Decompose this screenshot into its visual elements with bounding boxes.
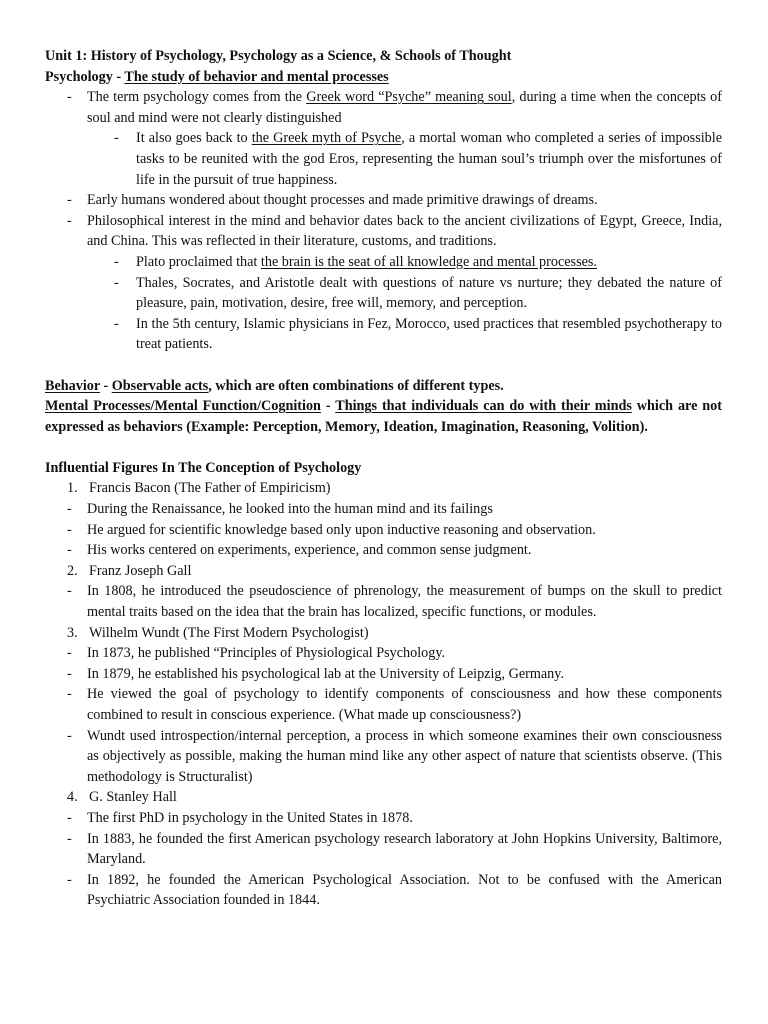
spacer (45, 437, 722, 458)
bullet-dash: - (67, 686, 72, 703)
sub-bullet-item: - It also goes back to the Greek myth of Psyche, a mortal woman who completed a series of impossible tasks to be reunited with the god Eros, representing the human soul’s triumph over the misfortunes of life in the pursuit of true happiness. (114, 130, 722, 188)
bullet-item: - Philosophical interest in the mind and behavior dates back to the ancient civilizations of Egypt, Greece, India, and China. This was reflected in their literature, customs, and traditions. (67, 212, 722, 250)
bullet-item: - In 1808, he introduced the pseudoscience of phrenology, the measurement of bumps on the skull to predict mental traits based on the idea that the brain has localized, specific functions, or modules. (67, 583, 722, 621)
psychology-definition-line: Psychology - The study of behavior and mental processes (45, 68, 389, 85)
sub-bullet-item: - Thales, Socrates, and Aristotle dealt with questions of nature vs nurture; they debated the nature of pleasure, pain, motivation, desire, free will, memory, and perception. (114, 274, 722, 312)
bullet-dash: - (67, 583, 72, 600)
bullet-dash: - (67, 212, 72, 229)
bullet-item: - In 1883, he founded the first American psychology research laboratory at John Hopkins University, Baltimore, Maryland. (67, 830, 722, 868)
bullet-item: - In 1873, he published “Principles of Physiological Psychology. (45, 643, 722, 664)
numbered-item: 1. Francis Bacon (The Father of Empiricism) (45, 478, 722, 499)
sub-bullet-item: - Plato proclaimed that the brain is the seat of all knowledge and mental processes. (45, 252, 722, 273)
numbered-item: 3. Wilhelm Wundt (The First Modern Psychologist) (45, 623, 722, 644)
numbered-item: 2. Franz Joseph Gall (45, 561, 722, 582)
spacer (45, 355, 722, 376)
item-number: 2. (67, 562, 78, 579)
mental-processes-definition: Mental Processes/Mental Function/Cognition - Things that individuals can do with their minds which are not expressed as behaviors (Example: Perception, Memory, Ideation, Imagination, Reasoning, Volition). (45, 398, 722, 435)
bullet-dash: - (114, 274, 119, 291)
bullet-item: - He viewed the goal of psychology to identify components of consciousness and how these components combined to result in conscious experience. (What made up consciousness?) (67, 686, 722, 723)
item-number: 1. (67, 480, 78, 497)
bullet-item: - During the Renaissance, he looked into the human mind and its failings (45, 499, 722, 520)
numbered-item: 4. G. Stanley Hall (45, 787, 722, 808)
psychology-definition: The study of behavior and mental processes (124, 68, 389, 85)
bullet-dash: - (114, 253, 119, 270)
bullet-dash: - (67, 192, 72, 209)
item-number: 3. (67, 624, 78, 641)
bullet-dash: - (114, 315, 119, 332)
bullet-dash: - (67, 521, 72, 538)
bullet-item: - Wundt used introspection/internal perception, a process in which someone examines their own consciousness as objectively as possible, making the human mind like any other aspect of nature that scientists observe. (This methodology is Structuralist) (67, 727, 722, 785)
bullet-dash: - (67, 645, 72, 662)
bullet-dash: - (67, 501, 72, 518)
sub-bullet-item: - In the 5th century, Islamic physicians in Fez, Morocco, used practices that resembled psychotherapy to treat patients. (114, 315, 722, 353)
bullet-dash: - (67, 665, 72, 682)
psychology-term: Psychology (45, 68, 113, 85)
behavior-definition: Behavior - Observable acts, which are often combinations of different types. (45, 377, 504, 394)
bullet-item: - In 1892, he founded the American Psychological Association. Not to be confused with the American Psychiatric Association founded in 1844. (67, 871, 722, 909)
bullet-dash: - (114, 130, 119, 147)
bullet-dash: - (67, 89, 72, 106)
section-heading: Influential Figures In The Conception of Psychology (45, 459, 362, 476)
bullet-dash: - (67, 871, 72, 888)
page-title: Unit 1: History of Psychology, Psychology as a Science, & Schools of Thought (45, 48, 512, 64)
bullet-dash: - (67, 809, 72, 826)
bullet-dash: - (67, 542, 72, 559)
bullet-item: - The first PhD in psychology in the United States in 1878. (45, 808, 722, 829)
bullet-item: - The term psychology comes from the Greek word “Psyche” meaning soul, during a time when the concepts of soul and mind were not clearly distinguished (67, 89, 722, 126)
bullet-item: - His works centered on experiments, experience, and common sense judgment. (45, 540, 722, 561)
bullet-dash: - (67, 830, 72, 847)
bullet-item: - He argued for scientific knowledge based only upon inductive reasoning and observation. (45, 520, 722, 541)
item-number: 4. (67, 789, 78, 806)
bullet-item: - In 1879, he established his psychological lab at the University of Leipzig, Germany. (45, 664, 722, 685)
bullet-dash: - (67, 727, 72, 744)
bullet-item: - Early humans wondered about thought processes and made primitive drawings of dreams. (45, 190, 722, 211)
